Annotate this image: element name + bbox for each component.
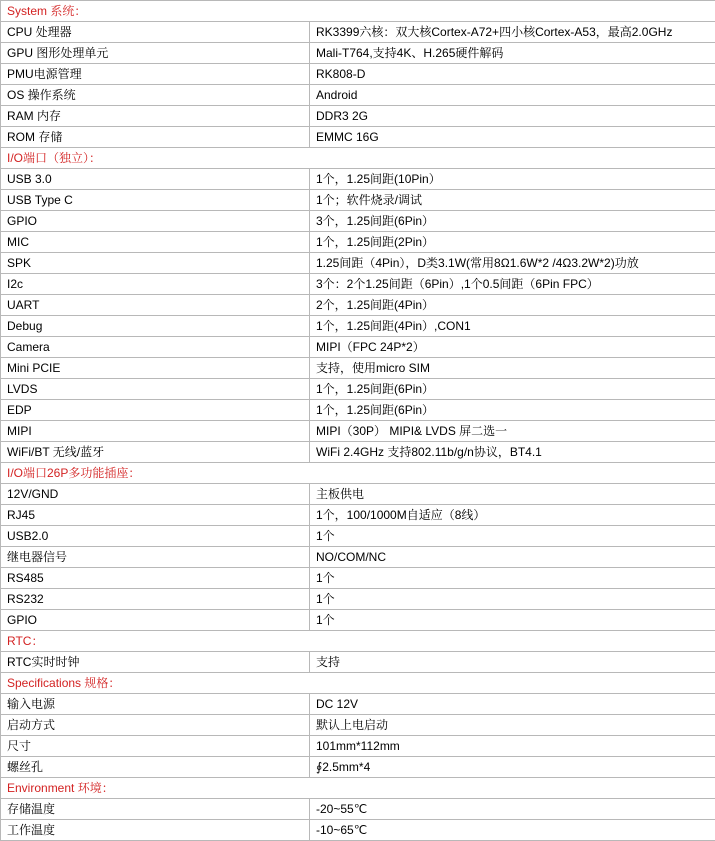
spec-value-cell: 1个 (310, 526, 715, 547)
spec-value-cell: 1个 (310, 568, 715, 589)
section-header-label: I/O端口26P多功能插座： (1, 463, 310, 484)
spec-value-cell: 1个 (310, 589, 715, 610)
table-row (1, 106, 715, 127)
table-row (1, 757, 715, 778)
table-row (1, 274, 715, 295)
spec-name-cell: LVDS (1, 379, 310, 400)
spec-value-cell: 1个；软件烧录/调试 (310, 190, 715, 211)
spec-value-cell: -10~65℃ (310, 820, 715, 841)
spec-value-cell: 支持，使用micro SIM (310, 358, 715, 379)
table-row (1, 799, 715, 820)
spec-name-cell: Camera (1, 337, 310, 358)
spec-value-cell: 1个，1.25间距(10Pin） (310, 169, 715, 190)
section-header-row (1, 673, 715, 694)
table-row (1, 22, 715, 43)
spec-name-cell: GPIO (1, 610, 310, 631)
spec-value-cell: 3个，1.25间距(6Pin） (310, 211, 715, 232)
spec-value-cell: 支持 (310, 652, 715, 673)
spec-name-cell: 12V/GND (1, 484, 310, 505)
spec-name-cell: RS485 (1, 568, 310, 589)
spec-value-cell: 1个 (310, 610, 715, 631)
spec-value-cell: 3个：2个1.25间距（6Pin）,1个0.5间距（6Pin FPC） (310, 274, 715, 295)
specification-table-body (1, 1, 715, 841)
table-row (1, 736, 715, 757)
spec-name-cell: 存储温度 (1, 799, 310, 820)
spec-value-cell: DC 12V (310, 694, 715, 715)
table-row (1, 64, 715, 85)
spec-name-cell: RS232 (1, 589, 310, 610)
table-row (1, 127, 715, 148)
spec-value-cell: 1个，1.25间距(2Pin） (310, 232, 715, 253)
table-row (1, 379, 715, 400)
spec-name-cell: RTC实时时钟 (1, 652, 310, 673)
table-row (1, 652, 715, 673)
spec-name-cell: CPU 处理器 (1, 22, 310, 43)
table-row (1, 610, 715, 631)
spec-value-cell: WiFi 2.4GHz 支持802.11b/g/n协议，BT4.1 (310, 442, 715, 463)
section-header-blank (310, 778, 715, 799)
section-header-label: I/O端口（独立）： (1, 148, 310, 169)
section-header-label: RTC： (1, 631, 310, 652)
spec-value-cell: -20~55℃ (310, 799, 715, 820)
spec-name-cell: SPK (1, 253, 310, 274)
spec-name-cell: GPIO (1, 211, 310, 232)
spec-value-cell: 101mm*112mm (310, 736, 715, 757)
spec-value-cell: DDR3 2G (310, 106, 715, 127)
spec-name-cell: EDP (1, 400, 310, 421)
spec-name-cell: RJ45 (1, 505, 310, 526)
spec-value-cell: 1个，100/1000M自适应（8线） (310, 505, 715, 526)
spec-name-cell: GPU 图形处理单元 (1, 43, 310, 64)
spec-name-cell: OS 操作系统 (1, 85, 310, 106)
table-row (1, 358, 715, 379)
spec-value-cell: 1个，1.25间距(4Pin）,CON1 (310, 316, 715, 337)
spec-value-cell: Mali-T764,支持4K、H.265硬件解码 (310, 43, 715, 64)
table-row (1, 316, 715, 337)
spec-value-cell: RK808-D (310, 64, 715, 85)
section-header-blank (310, 631, 715, 652)
section-header-row (1, 1, 715, 22)
table-row (1, 484, 715, 505)
spec-name-cell: RAM 内存 (1, 106, 310, 127)
table-row (1, 43, 715, 64)
spec-name-cell: MIC (1, 232, 310, 253)
table-row (1, 169, 715, 190)
table-row (1, 337, 715, 358)
spec-value-cell: 2个，1.25间距(4Pin） (310, 295, 715, 316)
spec-value-cell: NO/COM/NC (310, 547, 715, 568)
table-row (1, 568, 715, 589)
spec-value-cell: 1个，1.25间距(6Pin） (310, 379, 715, 400)
spec-name-cell: USB2.0 (1, 526, 310, 547)
section-header-row (1, 463, 715, 484)
spec-name-cell: USB Type C (1, 190, 310, 211)
table-row (1, 442, 715, 463)
section-header-label: System 系统： (1, 1, 310, 22)
table-row (1, 85, 715, 106)
spec-name-cell: USB 3.0 (1, 169, 310, 190)
spec-name-cell: 工作温度 (1, 820, 310, 841)
spec-name-cell: UART (1, 295, 310, 316)
section-header-row (1, 778, 715, 799)
spec-name-cell: 输入电源 (1, 694, 310, 715)
section-header-label: Specifications 规格： (1, 673, 310, 694)
spec-name-cell: Debug (1, 316, 310, 337)
spec-name-cell: MIPI (1, 421, 310, 442)
table-row (1, 232, 715, 253)
spec-name-cell: 启动方式 (1, 715, 310, 736)
spec-name-cell: Mini PCIE (1, 358, 310, 379)
table-row (1, 547, 715, 568)
spec-value-cell: 1个，1.25间距(6Pin） (310, 400, 715, 421)
section-header-blank (310, 463, 715, 484)
spec-name-cell: PMU电源管理 (1, 64, 310, 85)
table-row (1, 715, 715, 736)
table-row (1, 505, 715, 526)
table-row (1, 400, 715, 421)
table-row (1, 295, 715, 316)
section-header-blank (310, 148, 715, 169)
spec-value-cell: Android (310, 85, 715, 106)
spec-value-cell: MIPI（30P） MIPI& LVDS 屏二选一 (310, 421, 715, 442)
spec-name-cell: 螺丝孔 (1, 757, 310, 778)
section-header-row (1, 148, 715, 169)
section-header-label: Environment 环境： (1, 778, 310, 799)
spec-value-cell: RK3399六核：双大核Cortex-A72+四小核Cortex-A53，最高2.0GHz (310, 22, 715, 43)
spec-value-cell: ∮2.5mm*4 (310, 757, 715, 778)
spec-name-cell: 尺寸 (1, 736, 310, 757)
spec-value-cell: EMMC 16G (310, 127, 715, 148)
spec-name-cell: WiFi/BT 无线/蓝牙 (1, 442, 310, 463)
table-row (1, 211, 715, 232)
table-row (1, 190, 715, 211)
section-header-blank (310, 1, 715, 22)
table-row (1, 694, 715, 715)
spec-name-cell: I2c (1, 274, 310, 295)
section-header-row (1, 631, 715, 652)
table-row (1, 820, 715, 841)
section-header-blank (310, 673, 715, 694)
spec-value-cell: 默认上电启动 (310, 715, 715, 736)
table-row (1, 589, 715, 610)
spec-name-cell: ROM 存储 (1, 127, 310, 148)
table-row (1, 253, 715, 274)
spec-value-cell: 1.25间距（4Pin），D类3.1W(常用8Ω1.6W*2 /4Ω3.2W*2)功放 (310, 253, 715, 274)
spec-value-cell: MIPI（FPC 24P*2） (310, 337, 715, 358)
table-row (1, 421, 715, 442)
table-row (1, 526, 715, 547)
spec-value-cell: 主板供电 (310, 484, 715, 505)
spec-name-cell: 继电器信号 (1, 547, 310, 568)
